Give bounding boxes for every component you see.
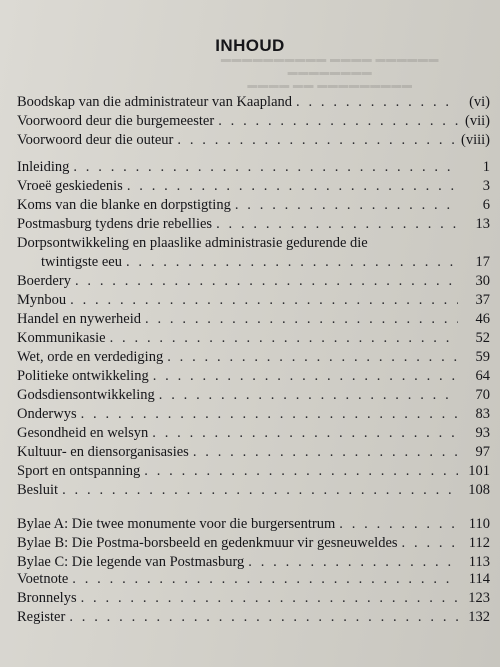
toc-entry-page: 123 (468, 590, 490, 606)
dot-leader (292, 93, 458, 112)
toc-entry-page: 101 (468, 463, 490, 479)
dot-leader (106, 329, 458, 348)
toc-entry[interactable] (17, 443, 490, 462)
toc-entry[interactable] (17, 158, 490, 177)
dot-leader (335, 515, 458, 534)
toc-entry-label: Inleiding (17, 159, 70, 175)
dot-leader (214, 112, 458, 131)
toc-entry[interactable] (17, 589, 490, 608)
dot-leader (149, 367, 458, 386)
dot-leader (77, 589, 458, 608)
toc-entry-label: Postmasburg tydens drie rebellies (17, 216, 213, 232)
toc-entry[interactable] (17, 196, 490, 215)
dot-leader (148, 424, 458, 443)
toc-entry-page: 46 (475, 311, 490, 327)
toc-entry-label: Kommunikasie (17, 330, 106, 346)
dot-leader (123, 177, 458, 196)
toc-entry-label-continued: twintigste eeu (41, 254, 122, 270)
toc-entry-label: Bylae C: Die legende van Postmasburg (17, 554, 245, 570)
toc-entry-label: Bylae B: Die Postma-borsbeeld en gedenkmuur vir gesneuweldes (17, 535, 398, 551)
dot-leader (65, 608, 458, 627)
toc-entry[interactable] (17, 481, 490, 500)
toc-entry[interactable] (17, 608, 490, 627)
toc-entry[interactable] (17, 515, 490, 534)
toc-entry-label: Gesondheid en welsyn (17, 425, 149, 441)
toc-entry[interactable] (17, 534, 490, 553)
toc-entry[interactable] (17, 272, 490, 291)
toc-entry-page: 97 (475, 444, 490, 460)
toc-entry-label: Vroeë geskiedenis (17, 178, 123, 194)
toc-appendices (17, 515, 490, 572)
toc-entry-page: (viii) (461, 132, 490, 148)
toc-entry-page: 6 (482, 197, 490, 213)
toc-entry-page: (vii) (465, 113, 490, 129)
toc-entry-label: Wet, orde en verdediging (17, 349, 164, 365)
toc-entry-page: 59 (475, 349, 490, 365)
toc-entry-page: 108 (468, 482, 490, 498)
toc-entry-label: Kultuur- en diensorganisasies (17, 444, 189, 460)
toc-entry-page: 13 (475, 216, 490, 232)
toc-entry[interactable] (17, 131, 490, 150)
toc-entry-label: Handel en nywerheid (17, 311, 142, 327)
toc-entry[interactable] (17, 93, 490, 112)
toc-entry[interactable] (17, 310, 490, 329)
toc-entry-label: Voorwoord deur die burgemeester (17, 113, 215, 129)
toc-entry-page: 132 (468, 609, 490, 625)
toc-entry[interactable] (17, 215, 490, 234)
dot-leader (66, 291, 458, 310)
toc-entry-label: Sport en ontspanning (17, 463, 141, 479)
toc-entry-page: 64 (475, 368, 490, 384)
toc-entry[interactable] (17, 570, 490, 589)
dot-leader (212, 215, 458, 234)
dot-leader (141, 310, 458, 329)
toc-entry[interactable] (17, 405, 490, 424)
toc-entry-label: Koms van die blanke en dorpstigting (17, 197, 231, 213)
toc-entry[interactable] (17, 424, 490, 443)
toc-entry[interactable] (17, 234, 490, 272)
dot-leader (140, 462, 458, 481)
toc-entry-page: 113 (468, 554, 490, 570)
toc-entry-label: Dorpsontwikkeling en plaaslike administrasie gedurende die (17, 235, 368, 251)
toc-entry[interactable] (17, 177, 490, 196)
dot-leader (173, 131, 457, 150)
toc-entry[interactable] (17, 367, 490, 386)
toc-entry-page: 30 (475, 273, 490, 289)
dot-leader (69, 158, 458, 177)
toc-entry[interactable] (17, 348, 490, 367)
toc-entry[interactable] (17, 329, 490, 348)
toc-entry-page: 112 (468, 535, 490, 551)
page-title: INHOUD (215, 36, 285, 55)
toc-entry-label: Voetnote (17, 571, 69, 587)
toc-entry-continuation (17, 253, 490, 272)
toc-chapters (17, 158, 490, 500)
toc-entry-label: Mynbou (17, 292, 67, 308)
toc-entry[interactable] (17, 291, 490, 310)
toc-entry-page: 110 (468, 516, 490, 532)
toc-entry-page: 3 (482, 178, 490, 194)
toc-entry-page: 1 (482, 159, 490, 175)
toc-entry-label: Politieke ontwikkeling (17, 368, 149, 384)
show-through-text: ▬▬▬▬ ▬▬ ▬▬▬▬▬▬▬▬▬ ▬▬▬▬▬▬▬▬ ▬▬▬▬▬▬▬▬▬▬ ▬▬▬▬ ▬▬▬▬▬▬ (220, 56, 440, 93)
dot-leader (77, 405, 458, 424)
dot-leader (155, 386, 458, 405)
dot-leader (189, 443, 458, 462)
toc-entry-label: Bylae A: Die twee monumente voor die burgersentrum (17, 516, 336, 532)
toc-entry-page: 83 (475, 406, 490, 422)
dot-leader (163, 348, 458, 367)
toc-entry[interactable] (17, 112, 490, 131)
toc-entry-page: 93 (475, 425, 490, 441)
toc-entry-label: Voorwoord deur die outeur (17, 132, 174, 148)
toc-entry-page: 52 (475, 330, 490, 346)
dot-leader (231, 196, 458, 215)
dot-leader (68, 570, 458, 589)
toc-entry-label: Godsdiensontwikkeling (17, 387, 155, 403)
dot-leader (58, 481, 458, 500)
toc-entry-page: (vi) (469, 94, 490, 110)
toc-entry-label: Register (17, 609, 66, 625)
toc-entry-page: 70 (475, 387, 490, 403)
toc-entry-label: Onderwys (17, 406, 77, 422)
toc-entry-label: Besluit (17, 482, 59, 498)
toc-front-matter (17, 93, 490, 150)
toc-entry-label: Bronnelys (17, 590, 77, 606)
dot-leader (71, 272, 458, 291)
toc-entry-label: Boerdery (17, 273, 71, 289)
toc-entry-label: Boodskap van die administrateur van Kaapland (17, 94, 293, 110)
toc-entry[interactable] (17, 462, 490, 481)
dot-leader (398, 534, 458, 553)
toc-entry-page: 17 (475, 254, 490, 270)
toc-entry-page: 114 (468, 571, 490, 587)
dot-leader (122, 253, 458, 272)
toc-entry-page: 37 (475, 292, 490, 308)
toc-back-matter (17, 570, 490, 627)
toc-entry[interactable] (17, 386, 490, 405)
